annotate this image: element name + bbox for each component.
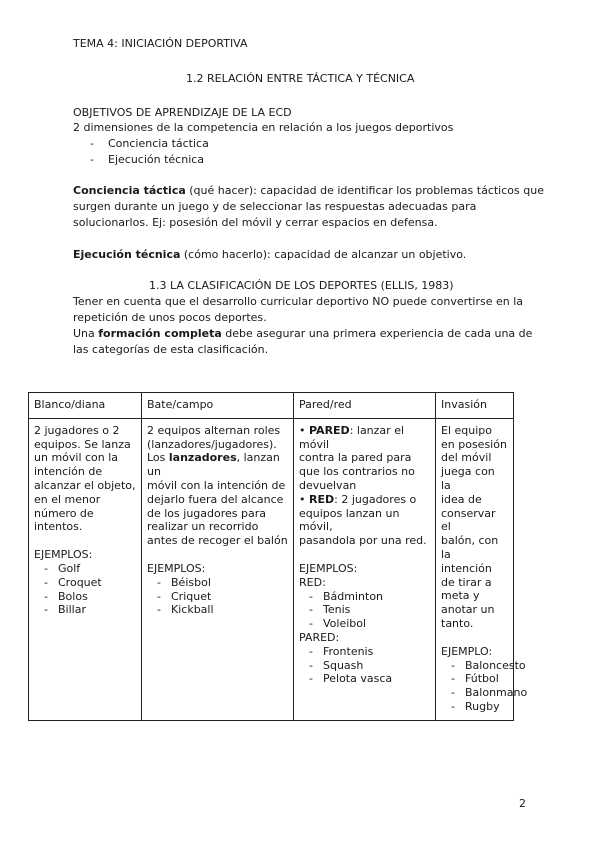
list-item: - Baloncesto [441, 659, 508, 673]
header-pared: Pared/red [294, 393, 436, 419]
objectives-list [90, 136, 209, 168]
tema-header: TEMA 4: INICIACIÓN DEPORTIVA [73, 37, 248, 50]
header-blanco: Blanco/diana [29, 393, 142, 419]
cell-pared: • PARED: lanzar el móvil contra la pared para que los contrarios no devuelvan • RED: 2 jugadores o equipos lanzan un móvil, pasandola por una red. EJEMPLOS: RED: - Bádminton - Tenis - Voleibol PARED: - Frontenis - Squash - Pelota vasca [294, 418, 436, 720]
list-item: - Tenis [299, 603, 430, 617]
list-item: - Béisbol [147, 576, 288, 590]
conciencia-paragraph-line3: solucionarlos. Ej: posesión del móvil y cerrar espacios en defensa. [73, 216, 438, 229]
table-header-row [29, 393, 514, 419]
section-13-p1-line2: repetición de unos pocos deportes. [73, 311, 267, 324]
pared-term: PARED [309, 423, 350, 437]
conciencia-paragraph-line1: Conciencia táctica (qué hacer): capacidad de identificar los problemas tácticos que [73, 184, 544, 197]
section-13-p1-line1: Tener en cuenta que el desarrollo curricular deportivo NO puede convertirse en la [73, 295, 524, 308]
list-item: - Ejecución técnica [90, 152, 209, 168]
list-item: - Croquet [34, 576, 136, 590]
list-item: - Billar [34, 603, 136, 617]
list-item: - Criquet [147, 590, 288, 604]
objectives-heading: OBJETIVOS DE APRENDIZAJE DE LA ECD [73, 106, 292, 119]
table-row [29, 418, 514, 720]
list-item: - Bádminton [299, 590, 430, 604]
lanzadores-term: lanzadores [168, 451, 237, 465]
list-item: - Conciencia táctica [90, 136, 209, 152]
examples-label: EJEMPLO: [441, 644, 493, 658]
list-item: - Balonmano [441, 686, 508, 700]
examples-label: EJEMPLOS: [34, 548, 93, 562]
section-title-1-2: 1.2 RELACIÓN ENTRE TÁCTICA Y TÉCNICA [186, 72, 415, 85]
conciencia-term: Conciencia táctica [73, 184, 186, 197]
examples-label: EJEMPLOS: [147, 561, 206, 575]
pared-label: PARED: [299, 630, 340, 644]
section-13-p2-line1: Una formación completa debe asegurar una primera experiencia de cada una de [73, 327, 533, 340]
list-item: - Voleibol [299, 617, 430, 631]
objectives-intro: 2 dimensiones de la competencia en relación a los juegos deportivos [73, 121, 454, 134]
conciencia-paragraph-line2: surgen durante un juego y de seleccionar las respuestas adecuadas para [73, 200, 477, 213]
header-bate: Bate/campo [142, 393, 294, 419]
ejecucion-paragraph: Ejecución técnica (cómo hacerlo): capacidad de alcanzar un objetivo. [73, 248, 467, 261]
cell-blanco: 2 jugadores o 2 equipos. Se lanza un móvil con la intención de alcanzar el objeto, en el menor número de intentos. EJEMPLOS: - Golf - Croquet - Bolos - Billar [29, 418, 142, 720]
list-item: - Frontenis [299, 645, 430, 659]
list-item: - Squash [299, 659, 430, 673]
ejecucion-term: Ejecución técnica [73, 248, 181, 261]
examples-label: EJEMPLOS: [299, 561, 358, 575]
list-item: - Golf [34, 562, 136, 576]
list-item: - Kickball [147, 603, 288, 617]
formacion-completa: formación completa [98, 327, 222, 340]
section-13-p2-line2: las categorías de esta clasificación. [73, 343, 269, 356]
list-item: - Bolos [34, 590, 136, 604]
section-title-1-3: 1.3 LA CLASIFICACIÓN DE LOS DEPORTES (ELLIS, 1983) [149, 279, 454, 292]
header-invasion: Invasión [436, 393, 514, 419]
cell-bate: 2 equipos alternan roles (lanzadores/jugadores). Los lanzadores, lanzan un móvil con la intención de dejarlo fuera del alcance de los jugadores para realizar un recorrido antes de recoger el balón EJEMPLOS: - Béisbol - Criquet - Kickball [142, 418, 294, 720]
list-item: - Fútbol [441, 672, 508, 686]
red-label: RED: [299, 575, 326, 589]
list-item: - Rugby [441, 700, 508, 714]
classification-table [28, 392, 528, 721]
page-number: 2 [519, 797, 526, 810]
list-item: - Pelota vasca [299, 672, 430, 686]
cell-invasion: El equipo en posesión del móvil juega con la idea de conservar el balón, con la intención de tirar a meta y anotar un tanto. EJEMPLO: - Baloncesto - Fútbol - Balonmano - Rugby [436, 418, 514, 720]
red-term: RED [309, 492, 335, 506]
